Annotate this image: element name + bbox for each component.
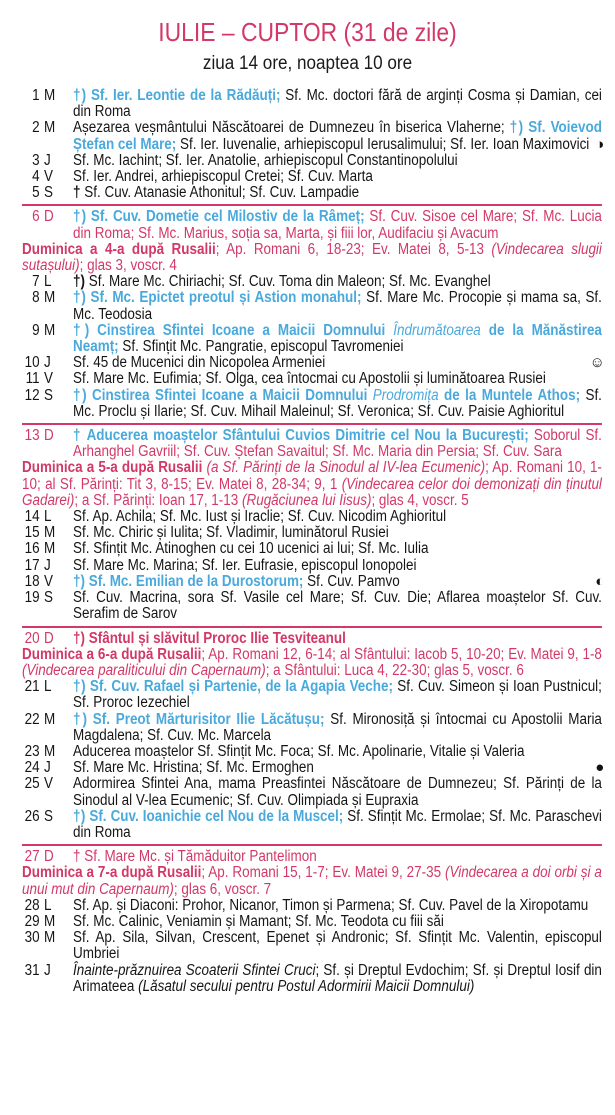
weekday-letter: D [44, 629, 54, 647]
entry-text-segment: Sf. Ap. Achila; Sf. Mc. Iust și Iraclie; Sf. Cuv. Nicodim Aghioritul [73, 508, 447, 526]
entry-text-segment: Sf. Mc. doctori fără de arginți Cosma și Damian, cei din Roma [73, 87, 602, 121]
day-label [22, 744, 73, 760]
calendar-day-entry [22, 153, 602, 169]
calendar-day-entry [22, 849, 602, 865]
entry-text-segment: Sf. Mare Mc. Chiriachi; Sf. Cuv. Toma din Maleon; Sf. Mc. Evanghel [85, 273, 491, 291]
weekday-letter: J [44, 354, 51, 372]
day-label [22, 712, 73, 744]
weekday-letter: M [44, 540, 56, 558]
calendar-day-entry [22, 388, 602, 420]
entry-text-segment: † Aducerea moaștelor Sfântului Cuvios Dimitrie cel Nou la București; [73, 427, 529, 445]
day-saints-text [73, 558, 602, 574]
day-label [22, 388, 73, 420]
day-number: 27 [24, 848, 40, 866]
weekday-letter: L [44, 896, 52, 914]
day-label [22, 914, 73, 930]
entry-text-segment: †) Sf. Voievod Ștefan cel Mare; [73, 119, 602, 153]
entry-text-segment: Sf. Cuv. Sisoe cel Mare; Sf. Mc. Lucia din Roma; Sf. Mc. Marius, soția sa, Marta, și fiii lor, Audifaciu și Avacum [73, 208, 602, 242]
day-label [22, 509, 73, 525]
entry-text-segment: (Vindecarea a doi orbi și a unui mut din Capernaum) [22, 864, 602, 898]
day-number: 18 [24, 572, 40, 590]
day-saints-text [73, 428, 602, 460]
weekday-letter: M [44, 710, 56, 728]
day-saints-text [73, 631, 602, 647]
weekday-letter: M [44, 929, 56, 947]
entry-text-segment: ; glas 3, voscr. 4 [79, 257, 177, 275]
weekday-letter: S [44, 589, 53, 607]
entry-text-segment: †) Sf. Mc. Emilian de la Durostorum; [73, 572, 304, 590]
calendar-section [22, 87, 605, 202]
day-number: 17 [24, 556, 40, 574]
day-label [22, 809, 73, 841]
day-label [22, 776, 73, 808]
calendar-day-entry [22, 963, 602, 995]
weekday-letter: S [44, 184, 53, 202]
day-saints-text [73, 712, 602, 744]
entry-text-segment: Sf. Sfințit Mc. Ermolae; Sf. Mc. Paraschevi din Roma [73, 807, 602, 841]
weekday-letter: J [44, 151, 51, 169]
sunday-readings-note [22, 242, 602, 274]
day-number: 1 [32, 87, 40, 104]
calendar-day-entry [22, 809, 602, 841]
calendar-day-entry [22, 428, 602, 460]
entry-text-segment: Adormirea Sfintei Ana, mama Preasfintei Născătoare de Dumnezeu; Sf. Părinți de la Sinodul al V-lea Ecumenic; Sf. Cuv. Olimpiada și Eupraxia [73, 775, 602, 809]
day-number: 19 [24, 589, 40, 607]
entry-text-segment: Sf. Cuv. Macrina, sora Sf. Vasile cel Mare; Sf. Cuv. Die; Aflarea moaștelor Sf. Cuv. Serafim de Sarov [73, 589, 602, 623]
calendar-day-entry [22, 525, 602, 541]
day-label [22, 428, 73, 460]
page-title: IULIE – CUPTOR (31 de zile) [158, 17, 457, 47]
day-saints-text [73, 541, 602, 557]
entry-text-segment: † Sf. Mare Mc. și Tămăduitor Pantelimon [73, 848, 317, 866]
day-number: 31 [24, 961, 40, 979]
calendar-day-entry [22, 930, 602, 962]
weekday-letter: V [44, 168, 53, 186]
day-label [22, 153, 73, 169]
day-saints-text [73, 185, 602, 201]
entry-text-segment: de la Mănăstirea Neamț; [73, 321, 602, 356]
day-label [22, 558, 73, 574]
section-divider [22, 204, 602, 206]
day-number: 5 [32, 184, 40, 202]
day-label [22, 185, 73, 201]
day-label [22, 120, 73, 152]
day-saints-text [73, 119, 605, 153]
day-number: 4 [32, 168, 40, 186]
full-moon-icon: ☺ [589, 354, 605, 372]
day-saints-text [73, 963, 602, 995]
entry-text-segment: Înainte-prăznuirea Scoaterii Sfintei Cruci [73, 961, 316, 979]
calendar-day-entry [22, 631, 602, 647]
entry-text-segment: Sf. Cuv. Pamvo [303, 572, 400, 590]
calendar-list [22, 87, 605, 995]
day-label [22, 290, 73, 322]
calendar-day-entry [22, 185, 602, 201]
section-divider [22, 844, 602, 846]
entry-text-segment: Îndrumătoarea [393, 321, 481, 339]
day-label [22, 88, 73, 120]
weekday-letter: M [44, 742, 56, 760]
day-number: 3 [32, 151, 40, 169]
weekday-letter: J [44, 759, 51, 777]
day-number: 7 [32, 273, 40, 291]
entry-text-segment: †) Sfântul și slăvitul Proroc Ilie Tesviteanul [73, 629, 346, 647]
day-saints-text [73, 776, 602, 808]
weekday-letter: D [44, 427, 54, 445]
day-saints-text [73, 744, 602, 760]
new-moon-icon: ● [595, 759, 605, 777]
calendar-section [22, 849, 602, 995]
day-number: 14 [24, 508, 40, 526]
sunday-readings-note [22, 460, 602, 509]
day-label [22, 679, 73, 711]
section-divider [22, 423, 602, 425]
day-label [22, 169, 73, 185]
weekday-letter: V [44, 370, 53, 388]
entry-text-segment: Sf. Mare Mc. Procopie și mama sa, Sf. Mc. Teodosia [73, 289, 602, 323]
section-divider [22, 626, 602, 628]
entry-text-segment: Sf. Sfințit Mc. Pangratie, episcopul Tavromeniei [118, 338, 404, 356]
entry-text-segment: Sf. Mc. Calinic, Veniamin și Mamant; Sf. Mc. Teodota cu fiii săi [73, 912, 444, 930]
calendar-day-entry [22, 541, 602, 557]
entry-text-segment: (Rugăciunea lui Iisus) [242, 491, 372, 509]
weekday-letter: M [44, 119, 56, 137]
entry-text-segment: ; Sf. și Dreptul Evdochim; Sf. și Dreptul Iosif din Arimateea [73, 961, 602, 995]
day-label [22, 525, 73, 541]
entry-text-segment: †) [73, 273, 86, 291]
day-label [22, 631, 73, 647]
day-label [22, 209, 73, 241]
day-label [22, 541, 73, 557]
entry-text-segment: ; Ap. Romani 12, 6-14; al Sfântului: Iacob 5, 10-20; Ev. Matei 9, 1-8 [201, 645, 602, 663]
calendar-day-entry [22, 371, 602, 387]
day-number: 29 [24, 912, 40, 930]
day-saints-text [73, 525, 602, 541]
entry-text-segment: ; Ap. Romani 15, 1-7; Ev. Matei 9, 27-35 [201, 864, 445, 882]
entry-text-segment: Sf. 45 de Mucenici din Nicopolea Armeniei [73, 354, 326, 372]
day-saints-text [73, 153, 602, 169]
day-saints-text [73, 809, 602, 841]
page-subtitle: ziua 14 ore, noaptea 10 ore [202, 53, 413, 74]
entry-text-segment: Sf. Ier. Iuvenalie, arhiepiscopul Ierusalimului; Sf. Ier. Ioan Maximovici [176, 135, 590, 153]
day-label [22, 963, 73, 995]
entry-text-segment: †) Sf. Preot Mărturisitor Ilie Lăcătușu; [73, 710, 325, 728]
first-quarter-moon-icon: ◑ [595, 135, 605, 153]
weekday-letter: M [44, 321, 56, 339]
entry-text-segment: Sf. Mc. Chiric și Iulita; Sf. Vladimir, luminătorul Rusiei [73, 524, 389, 542]
day-saints-text [73, 323, 602, 355]
entry-text-segment: †) Sf. Cuv. Ioanichie cel Nou de la Muscel; [73, 807, 344, 825]
day-number: 25 [24, 775, 40, 793]
calendar-day-entry [22, 119, 605, 153]
day-saints-text [73, 590, 602, 622]
entry-text-segment: †) Sf. Cuv. Rafael și Partenie, de la Agapia Veche; [73, 678, 393, 696]
day-saints-text [73, 759, 605, 777]
day-saints-text [73, 290, 602, 322]
entry-text-segment: Sf. Mironosiță și întocmai cu Apostolii Maria Magdalena; Sf. Cuv. Mc. Marcela [73, 710, 602, 744]
entry-text-segment: Soborul Sf. Arhanghel Gavriil; Sf. Cuv. Ștefan Savaitul; Sf. Mc. Maria din Persia; Sf. Cuv. Sara [73, 427, 602, 461]
weekday-letter: L [44, 508, 52, 526]
calendar-day-entry [22, 290, 602, 322]
entry-text-segment: Sf. Cuv. Atanasie Athonitul; Sf. Cuv. Lampadie [80, 184, 360, 202]
day-number: 12 [24, 386, 40, 404]
day-label [22, 849, 73, 865]
entry-text-segment: ; glas 4, voscr. 5 [371, 491, 469, 509]
calendar-day-entry [22, 679, 602, 711]
calendar-day-entry [22, 572, 605, 591]
entry-text-segment: Sf. Cuv. Simeon și Ioan Pustnicul; Sf. Proroc Iezechiel [73, 678, 602, 712]
day-number: 23 [24, 742, 40, 760]
day-label [22, 590, 73, 622]
day-saints-text [73, 274, 602, 290]
entry-text-segment: Duminica a 7-a după Rusalii [22, 864, 202, 882]
weekday-letter: M [44, 87, 56, 104]
calendar-section [22, 427, 605, 623]
day-label [22, 355, 73, 371]
day-saints-text [73, 209, 602, 241]
weekday-letter: M [44, 912, 56, 930]
day-number: 9 [32, 321, 40, 339]
day-label [22, 323, 73, 355]
calendar-day-entry [22, 169, 602, 185]
entry-text-segment: Sf. Mc. Proclu și Ilarie; Sf. Cuv. Mihail Maleinul; Sf. Veronica; Sf. Cuv. Paisie Aghioritul [73, 386, 602, 420]
entry-text-segment: Sf. Ap. și Diaconi: Prohor, Nicanor, Timon și Parmena; Sf. Cuv. Pavel de la Xiropotamu [73, 896, 589, 914]
calendar-day-entry [22, 88, 602, 120]
day-number: 22 [24, 710, 40, 728]
day-saints-text [73, 354, 605, 372]
day-number: 24 [24, 759, 40, 777]
last-quarter-moon-icon: ◐ [595, 573, 605, 591]
entry-text-segment: Sf. Mare Mc. Eufimia; Sf. Olga, cea întocmai cu Apostolii și luminătoarea Rusiei [73, 370, 546, 388]
calendar-day-entry [22, 558, 602, 574]
day-saints-text [73, 914, 602, 930]
weekday-letter: V [44, 572, 53, 590]
entry-text-segment: (Vindecarea paraliticului din Capernaum) [22, 661, 266, 679]
calendar-day-entry [22, 323, 602, 355]
day-saints-text [73, 509, 602, 525]
calendar-day-entry [22, 898, 602, 914]
weekday-letter: M [44, 524, 56, 542]
entry-text-segment: (Vindecarea slugii sutașului) [22, 240, 602, 275]
weekday-letter: D [44, 848, 54, 866]
entry-text-segment: Sf. Mare Mc. Marina; Sf. Ier. Eufrasie, episcopul Ionopolei [73, 556, 417, 574]
day-number: 11 [25, 370, 40, 388]
entry-text-segment: Sf. Ier. Andrei, arhiepiscopul Cretei; Sf. Cuv. Marta [73, 168, 373, 186]
entry-text-segment: †) Cinstirea Sfintei Icoane a Maicii Domnului [73, 386, 373, 404]
entry-text-segment: Duminica a 4-a după Rusalii [22, 240, 216, 258]
entry-text-segment: (Vindecarea celor doi demonizați din ținutul Gadarei) [22, 475, 602, 509]
calendar-day-entry [22, 712, 602, 744]
day-number: 15 [24, 524, 40, 542]
day-number: 6 [32, 208, 40, 226]
entry-text-segment: ; a Sf. Părinți: Ioan 17, 1-13 [74, 491, 242, 509]
weekday-letter: V [44, 775, 53, 793]
entry-text-segment: (Lăsatul secului pentru Postul Adormirii Maicii Domnului) [138, 977, 475, 995]
day-number: 28 [24, 896, 40, 914]
calendar-day-entry [22, 776, 602, 808]
entry-text-segment: †) Sf. Ier. Leontie de la Rădăuți; [73, 87, 281, 104]
calendar-section [22, 629, 605, 842]
day-saints-text [73, 679, 602, 711]
calendar-day-entry [22, 354, 605, 372]
day-label [22, 760, 73, 776]
weekday-letter: L [44, 678, 52, 696]
entry-text-segment: Așezarea veșmântului Născătoarei de Dumnezeu în biserica Vlaherne; [73, 119, 510, 137]
entry-text-segment: †) Sf. Mc. Epictet preotul și Astion monahul; [73, 289, 362, 307]
day-number: 20 [24, 629, 40, 647]
entry-text-segment: †) Cinstirea Sfintei Icoane a Maicii Domnului [73, 321, 394, 339]
calendar-day-entry [22, 274, 602, 290]
entry-text-segment: †) Sf. Cuv. Dometie cel Milostiv de la Râmeț; [73, 208, 365, 226]
day-saints-text [73, 572, 605, 591]
entry-text-segment: Prodromița [372, 386, 439, 404]
day-saints-text [73, 388, 602, 420]
day-saints-text [73, 371, 602, 387]
day-number: 10 [24, 354, 40, 372]
day-saints-text [73, 849, 602, 865]
day-number: 2 [32, 119, 40, 137]
weekday-letter: L [44, 273, 52, 291]
weekday-letter: S [44, 386, 53, 404]
calendar-section [22, 208, 605, 420]
calendar-day-entry [22, 914, 602, 930]
calendar-day-entry [22, 590, 602, 622]
entry-text-segment: (a Sf. Părinți de la Sinodul al IV-lea Ecumenic) [202, 459, 486, 477]
entry-text-segment: Duminica a 6-a după Rusalii [22, 645, 202, 663]
day-number: 30 [24, 929, 40, 947]
day-number: 16 [24, 540, 40, 558]
day-number: 13 [24, 427, 40, 445]
entry-text-segment: ; Ap. Romani 10, 1-10; al Sf. Părinți: Tit 3, 8-15; Ev. Matei 8, 28-34; 9, 1 [22, 459, 602, 493]
entry-text-segment: † [73, 184, 81, 202]
entry-text-segment: ; Ap. Romani 6, 18-23; Ev. Matei 8, 5-13 [215, 240, 492, 258]
calendar-day-entry [22, 509, 602, 525]
entry-text-segment: de la Muntele Athos; [438, 386, 581, 404]
day-label [22, 930, 73, 962]
day-label [22, 898, 73, 914]
entry-text-segment: ; glas 6, voscr. 7 [173, 880, 272, 898]
entry-text-segment: ; a Sfântului: Luca 4, 22-30; glas 5, voscr. 6 [265, 661, 524, 679]
sunday-readings-note [22, 647, 602, 679]
entry-text-segment: Sf. Mare Mc. Hristina; Sf. Mc. Ermoghen [73, 759, 314, 777]
day-label [22, 274, 73, 290]
day-label [22, 371, 73, 387]
entry-text-segment: Sf. Sfințit Mc. Atinoghen cu cei 10 ucenici ai lui; Sf. Mc. Iulia [73, 540, 429, 558]
entry-text-segment: Sf. Mc. Iachint; Sf. Ier. Anatolie, arhiepiscopul Constantinopolului [73, 151, 458, 169]
weekday-letter: J [44, 556, 51, 574]
day-number: 8 [32, 289, 40, 307]
day-saints-text [73, 898, 602, 914]
day-number: 21 [24, 678, 40, 696]
weekday-letter: M [44, 289, 56, 307]
weekday-letter: J [44, 961, 51, 979]
calendar-day-entry [22, 744, 602, 760]
entry-text-segment: Sf. Ap. Sila, Silvan, Crescent, Epenet și Andronic; Sf. Sfințit Mc. Valentin, episcopul Umbriei [73, 929, 602, 963]
day-saints-text [73, 930, 602, 962]
entry-text-segment: Duminica a 5-a după Rusalii [22, 459, 203, 477]
day-label [22, 574, 73, 590]
day-number: 26 [24, 807, 40, 825]
day-saints-text [73, 88, 602, 120]
sunday-readings-note [22, 865, 602, 897]
weekday-letter: D [44, 208, 54, 226]
calendar-day-entry [22, 209, 602, 241]
calendar-day-entry [22, 759, 605, 777]
day-saints-text [73, 169, 602, 185]
entry-text-segment: Aducerea moaștelor Sf. Sfințit Mc. Foca; Sf. Mc. Apolinarie, Vitalie și Valeria [73, 742, 525, 760]
weekday-letter: S [44, 807, 53, 825]
